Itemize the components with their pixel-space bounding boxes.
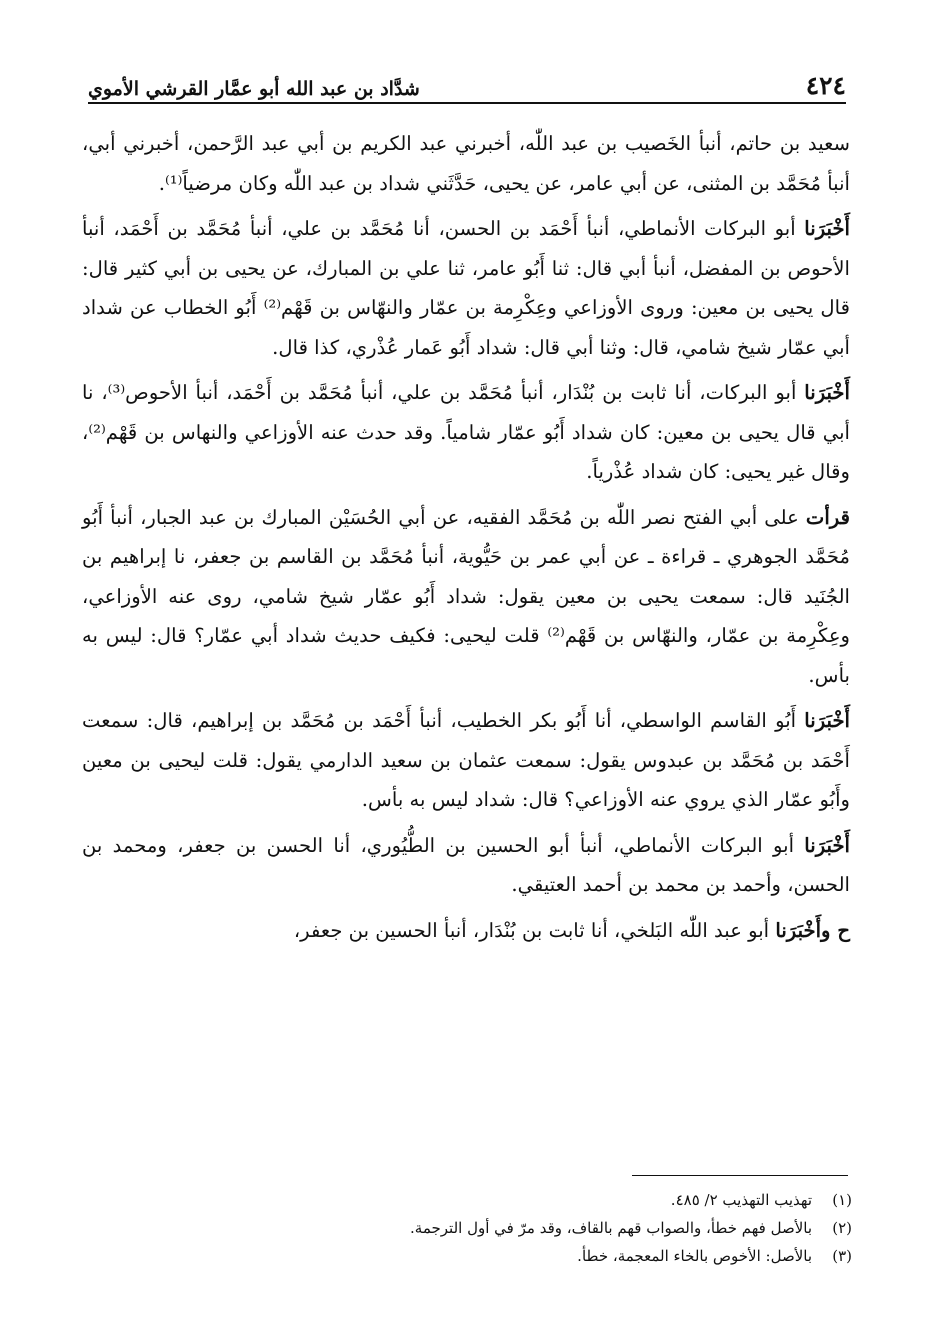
footnote-divider (632, 1175, 848, 1176)
paragraph-lead: أَخْبَرَنا (804, 381, 850, 404)
paragraph-text: أبو البركات الأنماطي، أنبأ أبو الحسين بن الطُّيُوري، أنا الحسن بن جعفر، ومحمد بن الحسن، وأحمد بن محمد بن أحمد العتيقي. (82, 833, 850, 896)
paragraph-text: أبو البركات، أنا ثابت بن بُنْدَار، أنبأ مُحَمَّد بن علي، أنبأ مُحَمَّد بن أَحْمَد، أنبأ الأحوص⁽³⁾، نا أبي قال يحيى بن معين: كان شداد أَبُو عمّار شامياً. وقد حدث عنه الأوزاعي والنهاس بن قَهْم⁽²⁾، وقال غير يحيى: كان شداد عُذْرياً. (82, 381, 850, 483)
page-number: ٤٢٤ (805, 71, 846, 100)
paragraph-text: أبو عبد اللّٰه البَلخي، أنا ثابت بن بُنْدَار، أنبأ الحسين بن جعفر، (293, 918, 776, 942)
paragraph-lead: أَخْبَرَنا (804, 833, 850, 857)
paragraph (82, 209, 850, 367)
paragraph-lead: ح وأَخْبَرَنا (775, 918, 850, 942)
page-header (88, 60, 846, 104)
footnote-text: بالأصل: الأخوص بالخاء المعجمة، خطأ. (577, 1247, 812, 1265)
footnote (200, 1242, 852, 1270)
paragraph-lead: أَخْبَرَنا (804, 709, 850, 732)
paragraph (82, 124, 850, 203)
paragraph (82, 826, 850, 905)
paragraph-text: أَبُو القاسم الواسطي، أنا أَبُو بكر الخطيب، أنبأ أَحْمَد بن مُحَمَّد بن إبراهيم، قال: سمعت أَحْمَد بن مُحَمَّد بن عبدوس يقول: سمعت عثمان بن سعيد الدارمي يقول: قلت ليحيى بن معين وأَبُو عمّار الذي يروي عنه الأوزاعي؟ قال: شداد ليس به بأس. (82, 709, 850, 811)
paragraph-lead: قرأت (805, 505, 850, 529)
paragraph (82, 911, 850, 951)
footnote-text: تهذيب التهذيب ٢/ ٤٨٥. (670, 1191, 812, 1209)
paragraph-lead: أَخْبَرَنا (804, 217, 850, 240)
running-title: شدَّاد بن عبد الله أبو عمَّار القرشي الأموي (88, 78, 420, 100)
footnote-number: (٣) (832, 1247, 852, 1265)
paragraph (82, 373, 850, 492)
footnote (200, 1186, 852, 1214)
paragraph-text: على أبي الفتح نصر اللّٰه بن مُحَمَّد الفقيه، عن أبي الحُسَيْن المبارك بن عبد الجبار، أنبأ أَبُو مُحَمَّد الجوهري ـ قراءة ـ عن أبي عمر بن حَيُّوية، أنبأ مُحَمَّد بن القاسم بن جعفر، نا إبراهيم بن الجُنَيد قال: سمعت يحيى بن معين يقول: شداد أَبُو عمّار شيخ شامي، روى عنه الأوزاعي، وعِكْرِمة بن عمّار، والنهّاس بن قَهْم⁽²⁾ قلت ليحيى: فكيف حديث شداد أبي عمّار؟ قال: ليس به بأس. (82, 505, 850, 687)
paragraph (82, 701, 850, 820)
body-text (82, 124, 850, 956)
footnote-number: (٢) (832, 1219, 852, 1237)
footnotes (200, 1186, 852, 1270)
paragraph-text: أبو البركات الأنماطي، أنبأ أَحْمَد بن الحسن، أنا مُحَمَّد بن علي، أنبأ مُحَمَّد بن أَحْمَد، أنبأ الأحوص بن المفضل، أنبأ أبي قال: ثنا أَبُو عامر، ثنا علي بن المبارك، عن يحيى بن أبي كثير قال: قال يحيى بن معين: وروى الأوزاعي وعِكْرِمة بن عمّار والنهّاس بن قَهْم⁽²⁾ أَبُو الخطاب عن شداد أبي عمّار شيخ شامي، قال: وثنا أبي قال: شداد أَبُو عَمار عُذْري، كذا قال. (82, 217, 850, 359)
footnote-text: بالأصل فهم خطأ، والصواب قهم بالقاف، وقد مرّ في أول الترجمة. (410, 1219, 812, 1237)
footnote (200, 1214, 852, 1242)
paragraph (82, 498, 850, 696)
paragraph-text: سعيد بن حاتم، أنبأ الخَصيب بن عبد اللّٰه، أخبرني عبد الكريم بن أبي عبد الرَّحمن، أخبرني أبي، أنبأ مُحَمَّد بن المثنى، عن أبي عامر، عن يحيى، حَدَّثَني شداد بن عبد اللّٰه وكان مرضياً⁽¹⁾. (82, 132, 850, 195)
footnote-number: (١) (832, 1191, 852, 1209)
